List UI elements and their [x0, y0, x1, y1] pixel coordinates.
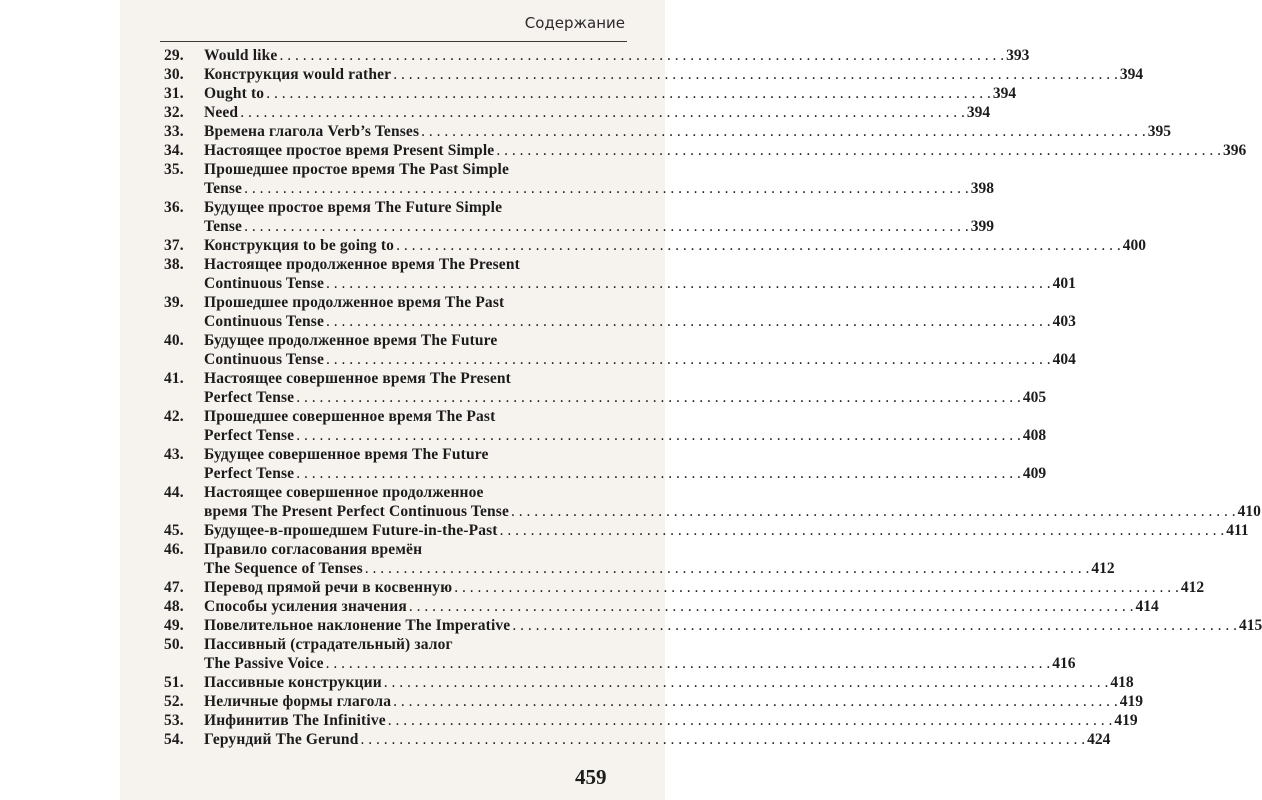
toc-entry [164, 483, 1261, 521]
toc-entry-number: 32. [164, 104, 184, 121]
toc-entry-page: 403 [1052, 313, 1076, 330]
dot-leader [244, 217, 969, 236]
toc-entry-page: 411 [1226, 522, 1249, 539]
toc-entry-number: 41. [164, 370, 184, 387]
toc-entry [164, 160, 994, 198]
page-number: 459 [575, 765, 607, 789]
toc-entry-title: Would like [204, 47, 278, 64]
toc-entry [164, 65, 1144, 84]
toc-entry [164, 122, 1171, 141]
toc-entry-number: 48. [164, 598, 184, 615]
dot-leader [511, 502, 1236, 521]
toc-entry-title: Perfect Tense [204, 427, 295, 444]
dot-leader [365, 559, 1090, 578]
toc-entry [164, 198, 994, 236]
running-header: Содержание [524, 14, 625, 32]
toc-entry-title: Герундий The Gerund [204, 731, 359, 748]
toc-entry-title: Continuous Tense [204, 351, 324, 368]
toc-entry [164, 578, 1205, 597]
toc-entry-page: 395 [1147, 123, 1171, 140]
dot-leader [244, 179, 969, 198]
toc-entry-page: 409 [1022, 465, 1047, 482]
toc-entry-page: 405 [1022, 389, 1047, 406]
toc-entry [164, 711, 1138, 730]
toc-entry [164, 540, 1115, 578]
dot-leader [396, 236, 1121, 255]
toc-entry [164, 692, 1144, 711]
table-of-contents [164, 46, 1262, 749]
toc-entry-number: 45. [164, 522, 184, 539]
toc-entry-title: Прошедшее простое время The Past Simple [204, 161, 510, 178]
toc-entry-number: 31. [164, 85, 184, 102]
toc-entry-page: 404 [1052, 351, 1076, 368]
dot-leader [296, 388, 1021, 407]
toc-entry-number: 43. [164, 446, 184, 463]
toc-entry-number: 50. [164, 636, 184, 653]
dot-leader [240, 103, 965, 122]
toc-entry-page: 414 [1135, 598, 1159, 615]
toc-entry-page: 399 [970, 218, 994, 235]
toc-entry-page: 394 [992, 85, 1017, 102]
toc-entry-title: Неличные формы глагола [204, 693, 392, 710]
toc-entry [164, 255, 1076, 293]
toc-entry [164, 445, 1047, 483]
toc-entry [164, 521, 1249, 540]
dot-leader [388, 711, 1113, 730]
toc-entry-title: Прошедшее совершенное время The Past [204, 408, 496, 425]
header-rule [160, 41, 627, 42]
toc-entry [164, 616, 1262, 635]
toc-entry-title: Будущее совершенное время The Future [204, 446, 489, 463]
toc-entry-title: Настоящее совершенное время The Present [204, 370, 511, 387]
dot-leader [454, 578, 1179, 597]
toc-entry-title: Пассивный (страдательный) залог [204, 636, 453, 653]
toc-entry-title: The Passive Voice [204, 655, 324, 672]
toc-entry-title: Tense [204, 218, 243, 235]
toc-entry [164, 407, 1047, 445]
toc-entry [164, 46, 1030, 65]
toc-entry [164, 236, 1146, 255]
toc-entry-number: 37. [164, 237, 184, 254]
toc-entry-number: 53. [164, 712, 184, 729]
dot-leader [384, 673, 1109, 692]
dot-leader [296, 426, 1021, 445]
toc-entry-page: 408 [1022, 427, 1047, 444]
toc-entry-title: Пассивные конструкции [204, 674, 382, 691]
toc-entry-title: Способы усиления значения [204, 598, 407, 615]
dot-leader [393, 692, 1118, 711]
toc-entry-title: Need [204, 104, 239, 121]
toc-entry-page: 415 [1238, 617, 1262, 634]
dot-leader [326, 350, 1051, 369]
toc-entry-page: 410 [1237, 503, 1261, 520]
toc-entry [164, 597, 1159, 616]
toc-entry-number: 40. [164, 332, 184, 349]
toc-entry-page: 419 [1114, 712, 1138, 729]
dot-leader [512, 616, 1237, 635]
dot-leader [326, 274, 1051, 293]
toc-entry-number: 34. [164, 142, 184, 159]
toc-entry-title: Настоящее совершенное продолженное [204, 484, 484, 501]
dot-leader [421, 122, 1146, 141]
toc-entry-page: 400 [1122, 237, 1146, 254]
toc-entry-number: 51. [164, 674, 184, 691]
toc-entry-page: 401 [1052, 275, 1076, 292]
dot-leader [326, 654, 1051, 673]
toc-entry-page: 416 [1052, 655, 1076, 672]
toc-entry-title: Continuous Tense [204, 313, 324, 330]
toc-entry-page: 412 [1091, 560, 1115, 577]
toc-entry [164, 84, 1017, 103]
toc-entry-number: 52. [164, 693, 184, 710]
toc-entry-page: 393 [1006, 47, 1030, 64]
toc-entry-title: Времена глагола Verb’s Tenses [204, 123, 420, 140]
toc-entry-page: 394 [966, 104, 991, 121]
toc-entry-title: Прошедшее продолженное время The Past [204, 294, 505, 311]
toc-entry-title: Конструкция to be going to [204, 237, 395, 254]
toc-entry-title: Перевод прямой речи в косвенную [204, 579, 453, 596]
toc-entry-title: Инфинитив The Infinitive [204, 712, 386, 729]
toc-entry-number: 47. [164, 579, 184, 596]
toc-entry-number: 33. [164, 123, 184, 140]
toc-entry-number: 44. [164, 484, 184, 501]
dot-leader [393, 65, 1118, 84]
toc-entry-number: 42. [164, 408, 184, 425]
toc-entry-title: Continuous Tense [204, 275, 324, 292]
dot-leader [500, 521, 1225, 540]
toc-entry-title: Будущее-в-прошедшем Future-in-the-Past [204, 522, 498, 539]
toc-entry [164, 635, 1076, 673]
toc-entry-number: 29. [164, 47, 184, 64]
toc-entry-page: 424 [1087, 731, 1111, 748]
toc-entry-title: Perfect Tense [204, 389, 295, 406]
toc-entry-number: 36. [164, 199, 184, 216]
toc-entry-number: 54. [164, 731, 184, 748]
toc-entry [164, 331, 1076, 369]
toc-entry-title: Будущее простое время The Future Simple [204, 199, 503, 216]
toc-entry [164, 730, 1111, 749]
toc-entry [164, 103, 991, 122]
toc-entry-number: 49. [164, 617, 184, 634]
toc-entry-title: Ought to [204, 85, 265, 102]
toc-entry-number: 46. [164, 541, 184, 558]
toc-entry-title: Правило согласования времён [204, 541, 423, 558]
dot-leader [279, 46, 1004, 65]
toc-entry-number: 35. [164, 161, 184, 178]
toc-entry-title: Конструкция would rather [204, 66, 392, 83]
toc-entry-title: Настоящее продолженное время The Present [204, 256, 520, 273]
dot-leader [496, 141, 1221, 160]
toc-entry-title: The Sequence of Tenses [204, 560, 363, 577]
toc-entry [164, 141, 1247, 160]
toc-entry-title: Perfect Tense [204, 465, 295, 482]
toc-entry-title: Повелительное наклонение The Imperative [204, 617, 511, 634]
toc-entry-number: 39. [164, 294, 184, 311]
toc-entry-number: 30. [164, 66, 184, 83]
dot-leader [360, 730, 1085, 749]
toc-entry-page: 418 [1110, 674, 1134, 691]
dot-leader [296, 464, 1021, 483]
dot-leader [266, 84, 991, 103]
toc-entry-page: 412 [1180, 579, 1205, 596]
toc-entry-page: 419 [1119, 693, 1144, 710]
toc-entry-page: 394 [1119, 66, 1144, 83]
toc-entry-title: время The Present Perfect Continuous Tense [204, 503, 510, 520]
toc-entry-title: Tense [204, 180, 243, 197]
toc-entry-page: 398 [970, 180, 994, 197]
dot-leader [409, 597, 1134, 616]
toc-entry [164, 369, 1047, 407]
toc-entry [164, 673, 1134, 692]
toc-entry [164, 293, 1076, 331]
dot-leader [326, 312, 1051, 331]
toc-entry-number: 38. [164, 256, 184, 273]
toc-entry-page: 396 [1222, 142, 1247, 159]
toc-entry-title: Будущее продолженное время The Future [204, 332, 498, 349]
toc-entry-title: Настоящее простое время Present Simple [204, 142, 495, 159]
